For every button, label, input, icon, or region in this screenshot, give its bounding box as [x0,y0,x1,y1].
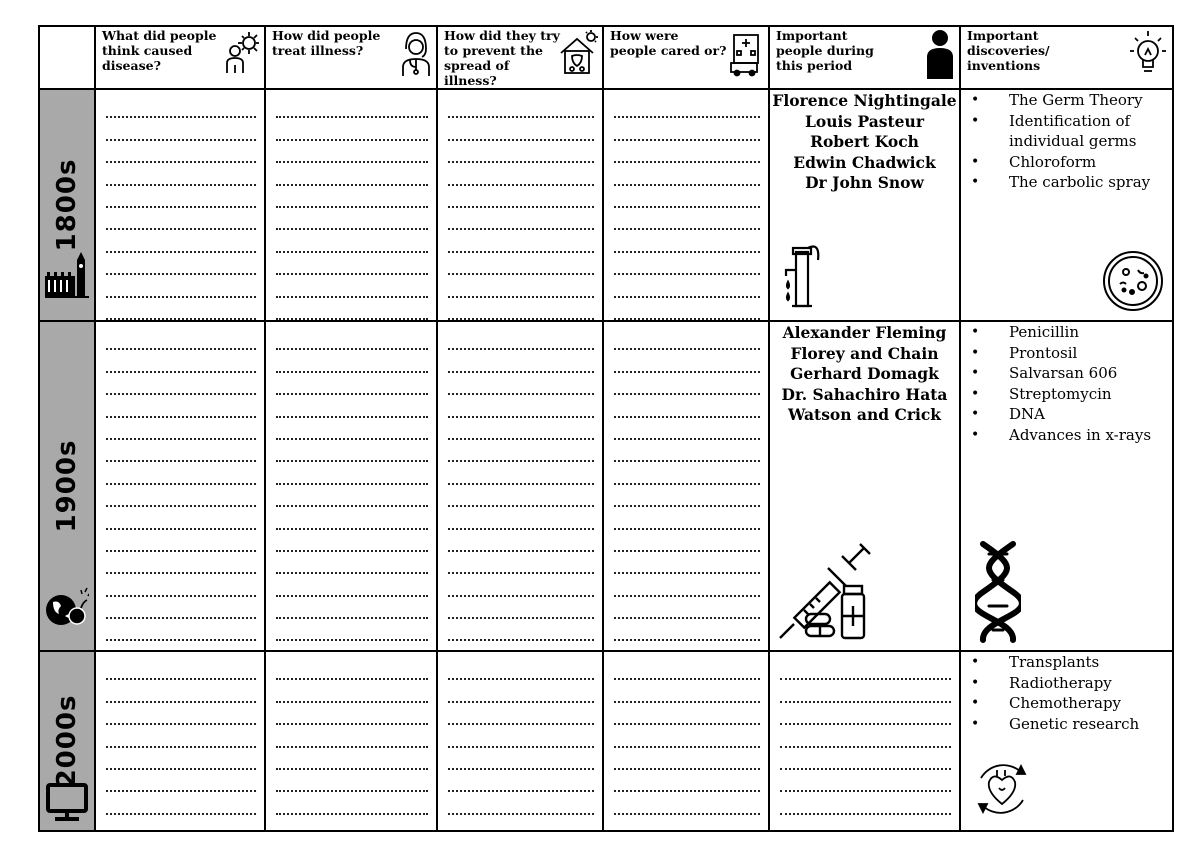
header-discoveries [960,26,1173,89]
dotted-answer-line [448,680,594,702]
header-treatment [265,26,437,89]
dotted-answer-line [276,118,428,140]
era-cell [39,651,95,831]
dotted-answer-line [614,253,760,275]
treatment-cell[interactable] [265,651,437,831]
person-name: Alexander Fleming [782,323,947,342]
dotted-answer-line [276,350,428,372]
era-label: 1800s [52,158,82,252]
dotted-answer-line [106,96,256,118]
dotted-answer-line [614,703,760,725]
dotted-answer-line [448,350,594,372]
dotted-answer-line [276,703,428,725]
dotted-answer-line [276,530,428,552]
person-name: Florey and Chain [790,343,939,363]
dotted-answer-line [106,725,256,747]
dotted-answer-line [276,485,428,507]
dotted-answer-line [448,725,594,747]
dotted-answer-line [276,373,428,395]
dotted-answer-line [106,792,256,814]
header-label: Important discoveries/ inventions [967,28,1050,73]
care-cell[interactable] [603,651,769,831]
dotted-answer-line [614,186,760,208]
dotted-answer-line [276,507,428,529]
prevention-cell[interactable] [437,89,603,321]
dotted-answer-line [276,619,428,641]
discovery-item: • Chemotherapy [961,693,1172,714]
person-name: Dr John Snow [805,173,924,192]
discovery-item: • Chloroform [961,152,1172,173]
dotted-answer-line [276,395,428,417]
header-row [39,26,1173,89]
heart-cycle-icon [971,758,1033,820]
dotted-answer-line [614,328,760,350]
dotted-answer-line [448,770,594,792]
discoveries-cell [960,321,1173,651]
dotted-answer-line [448,186,594,208]
people-cell[interactable] [769,651,960,831]
dotted-lines [604,322,768,641]
dotted-answer-line [614,440,760,462]
person-name: Dr. Sahachiro Hata [781,384,948,404]
people-cell [769,321,960,651]
header-causes [95,26,265,89]
dotted-answer-line [276,298,428,320]
dotted-answer-line [106,186,256,208]
dotted-answer-line [106,703,256,725]
causes-cell[interactable] [95,651,265,831]
dotted-answer-line [614,748,760,770]
people-cell [769,89,960,321]
worksheet [38,25,1172,821]
header-label: What did people think caused disease? [102,28,217,73]
discovery-item: • Advances in x-rays [961,425,1172,446]
dotted-lines [438,322,602,641]
dotted-answer-line [276,597,428,619]
dotted-lines [604,652,768,815]
header-label: Important people during this period [776,28,874,73]
dotted-answer-line [276,552,428,574]
person-name: Gerhard Domagk [790,364,939,383]
dotted-answer-line [106,230,256,252]
dotted-answer-line [276,141,428,163]
lightbulb-icon [1128,29,1168,79]
dotted-answer-line [614,792,760,814]
dotted-answer-line [448,253,594,275]
dotted-answer-line [448,658,594,680]
dotted-answer-line [614,230,760,252]
care-cell[interactable] [603,89,769,321]
dotted-answer-line [614,530,760,552]
discoveries-cell [960,651,1173,831]
dotted-answer-line [106,770,256,792]
dotted-answer-line [614,208,760,230]
dotted-answer-line [614,658,760,680]
dotted-answer-line [614,395,760,417]
dotted-answer-line [276,680,428,702]
discoveries-list [961,322,1172,445]
discoveries-list [961,90,1172,193]
dotted-answer-line [448,395,594,417]
dotted-answer-line [448,530,594,552]
header-label: How were people cared or? [610,28,727,58]
dotted-answer-line [106,485,256,507]
dotted-answer-line [614,163,760,185]
dotted-answer-line [276,230,428,252]
dotted-answer-line [106,275,256,297]
dotted-answer-line [448,792,594,814]
dotted-lines [96,652,264,815]
dotted-answer-line [614,462,760,484]
dotted-answer-line [106,530,256,552]
dotted-answer-line [448,328,594,350]
discovery-item: • Genetic research [961,714,1172,735]
dotted-lines [438,90,602,320]
dotted-answer-line [448,418,594,440]
discovery-item: • Prontosil [961,343,1172,364]
discovery-item: • Salvarsan 606 [961,363,1172,384]
treatment-cell[interactable] [265,89,437,321]
dotted-answer-line [106,658,256,680]
dotted-answer-line [448,373,594,395]
discovery-item: • Identification of individual germs [961,111,1172,152]
dotted-answer-line [106,118,256,140]
discovery-item: • Transplants [961,652,1172,673]
dotted-answer-line [448,552,594,574]
dotted-answer-line [614,350,760,372]
era-label: 2000s [52,694,82,788]
dotted-answer-line [106,141,256,163]
dotted-answer-line [276,208,428,230]
era-row-1800s [39,89,1173,321]
dotted-lines [604,90,768,320]
dotted-answer-line [448,619,594,641]
treatment-cell[interactable] [265,321,437,651]
people-list [770,90,959,194]
dotted-answer-line [106,619,256,641]
dotted-answer-line [276,275,428,297]
dotted-lines [266,652,436,815]
dotted-answer-line [448,275,594,297]
causes-cell[interactable] [95,321,265,651]
dotted-answer-line [276,440,428,462]
dotted-answer-line [106,208,256,230]
dotted-answer-line [106,298,256,320]
dotted-answer-line [448,96,594,118]
era-cell [39,321,95,651]
dotted-answer-line [780,703,951,725]
dotted-answer-line [614,96,760,118]
monitor-icon [45,782,89,822]
care-cell[interactable] [603,321,769,651]
dotted-answer-line [448,597,594,619]
dotted-answer-line [106,507,256,529]
dotted-answer-line [106,748,256,770]
dotted-answer-line [448,507,594,529]
dotted-answer-line [614,298,760,320]
dotted-answer-line [614,507,760,529]
dotted-answer-line [448,118,594,140]
era-row-1900s [39,321,1173,651]
dotted-answer-line [106,574,256,596]
header-label: How did they try to prevent the spread of illness? [444,28,560,88]
dotted-answer-line [276,725,428,747]
dotted-answer-line [106,462,256,484]
dotted-answer-line [106,552,256,574]
dotted-lines [770,652,959,815]
dotted-answer-line [106,350,256,372]
dna-icon [975,540,1021,644]
dotted-answer-line [106,440,256,462]
discovery-item: • Streptomycin [961,384,1172,405]
header-label: How did people treat illness? [272,28,381,58]
era-cell [39,89,95,321]
dotted-answer-line [448,141,594,163]
people-list [770,322,959,426]
dotted-answer-line [780,725,951,747]
dotted-lines [96,322,264,641]
discoveries-cell [960,89,1173,321]
house-shield-icon [558,29,598,77]
person-name: Florence Nightingale [772,91,957,110]
corner-cell [39,26,95,89]
dotted-answer-line [614,275,760,297]
dotted-answer-line [276,328,428,350]
dotted-answer-line [614,118,760,140]
big-ben-icon [45,252,89,298]
dotted-answer-line [276,658,428,680]
person-icon [925,29,955,79]
dotted-answer-line [448,230,594,252]
dotted-lines [266,90,436,320]
dotted-answer-line [106,680,256,702]
dotted-answer-line [614,597,760,619]
dotted-answer-line [780,748,951,770]
discovery-item: • Radiotherapy [961,673,1172,694]
dotted-answer-line [448,703,594,725]
dotted-answer-line [276,748,428,770]
dotted-answer-line [276,163,428,185]
dotted-answer-line [276,792,428,814]
water-pump-icon [784,238,824,310]
virus-person-icon [224,29,260,77]
dotted-lines [438,652,602,815]
globe-bomb-icon [45,586,89,628]
dotted-answer-line [106,253,256,275]
dotted-answer-line [276,253,428,275]
dotted-answer-line [276,574,428,596]
person-name: Louis Pasteur [805,111,924,131]
doctor-icon [400,29,432,77]
discovery-item: • The Germ Theory [961,90,1172,111]
dotted-answer-line [780,680,951,702]
dotted-answer-line [614,680,760,702]
medicine-timeline-table [38,25,1174,832]
dotted-lines [96,90,264,320]
dotted-answer-line [276,770,428,792]
dotted-answer-line [614,485,760,507]
dotted-answer-line [106,163,256,185]
dotted-answer-line [276,462,428,484]
dotted-answer-line [780,792,951,814]
dotted-answer-line [614,574,760,596]
dotted-answer-line [106,395,256,417]
header-care [603,26,769,89]
causes-cell[interactable] [95,89,265,321]
dotted-answer-line [106,373,256,395]
dotted-answer-line [614,725,760,747]
dotted-answer-line [780,770,951,792]
person-name: Watson and Crick [787,405,942,424]
discovery-item: • DNA [961,404,1172,425]
dotted-answer-line [614,770,760,792]
dotted-lines [266,322,436,641]
discovery-item: • Penicillin [961,322,1172,343]
dotted-answer-line [106,328,256,350]
person-name: Edwin Chadwick [793,152,936,172]
dotted-answer-line [448,748,594,770]
syringe-medicine-icon [776,542,872,642]
dotted-answer-line [448,574,594,596]
dotted-answer-line [106,597,256,619]
dotted-answer-line [276,186,428,208]
era-row-2000s [39,651,1173,831]
dotted-answer-line [448,298,594,320]
discoveries-list [961,652,1172,734]
dotted-answer-line [448,163,594,185]
dotted-answer-line [106,418,256,440]
era-label: 1900s [52,439,82,533]
dotted-answer-line [614,373,760,395]
petri-dish-icon [1102,250,1164,312]
dotted-answer-line [448,440,594,462]
dotted-answer-line [448,208,594,230]
dotted-answer-line [614,141,760,163]
header-people [769,26,960,89]
dotted-answer-line [780,658,951,680]
prevention-cell[interactable] [437,651,603,831]
dotted-answer-line [276,418,428,440]
dotted-answer-line [614,552,760,574]
dotted-answer-line [276,96,428,118]
header-prevention [437,26,603,89]
dotted-answer-line [448,485,594,507]
prevention-cell[interactable] [437,321,603,651]
discovery-item: • The carbolic spray [961,172,1172,193]
person-name: Robert Koch [810,132,919,151]
dotted-answer-line [448,462,594,484]
dotted-answer-line [614,418,760,440]
dotted-answer-line [614,619,760,641]
hospital-ambulance-icon [728,29,764,77]
